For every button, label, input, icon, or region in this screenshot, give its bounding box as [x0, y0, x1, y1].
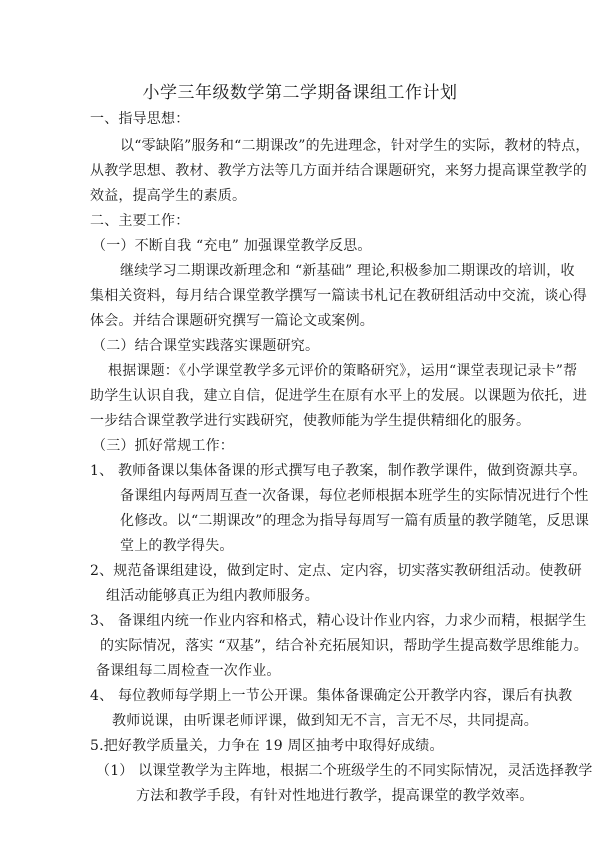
paragraph-line: 助学生认识自我，建立自信，促进学生在原有水平上的发展。以课题为依托，进: [90, 388, 587, 404]
paragraph-line: 集相关资料，每月结合课堂教学撰写一篇读书札记在教研组活动中交流，谈心得: [90, 288, 587, 304]
section-heading-main-work: 二、主要工作：: [90, 213, 190, 229]
list-item: 4、 每位教师每学期上一节公开课。集体备课确定公开教学内容，课后有执教: [90, 688, 573, 704]
subsection-heading: （二）结合课堂实践落实课题研究。: [92, 338, 320, 354]
list-item-line: 备课组每二周检查一次作业。: [96, 663, 281, 679]
paragraph-line: 效益，提高学生的素质。: [90, 188, 247, 204]
list-item: 2、规范备课组建设，做到定时、定点、定内容，切实落实教研组活动。使教研: [90, 563, 582, 579]
paragraph-line: 继续学习二期课改新理念和 “新基础” 理论,积极参加二期课改的培训，收: [120, 263, 575, 279]
section-heading-guiding-ideology: 一、指导思想：: [90, 111, 190, 127]
paragraph-line: 体会。并结合课题研究撰写一篇论文或案例。: [90, 313, 374, 329]
list-item: 3、 备课组内统一作业内容和格式，精心设计作业内容，力求少而精，根据学生: [90, 613, 587, 629]
list-item-line: 堂上的教学得失。: [120, 538, 234, 554]
list-item-line: 化修改。以“二期课改”的理念为指导每周写一篇有质量的教学随笔，反思课: [120, 513, 590, 529]
paragraph-line: 根据课题：《小学课堂教学多元评价的策略研究》，运用“课堂表现记录卡”帮: [108, 363, 578, 379]
sub-list-item-line: 方法和教学手段，有针对性地进行教学，提高课堂的教学效率。: [136, 788, 534, 804]
paragraph-line: 从教学思想、教材、教学方法等几方面并结合课题研究，来努力提高课堂教学的: [90, 163, 587, 179]
subsection-heading: （三）抓好常规工作：: [92, 438, 234, 454]
list-item-line: 组活动能够真正为组内教师服务。: [106, 588, 319, 604]
sub-list-item: （1） 以课堂教学为主阵地，根据二个班级学生的不同实际情况，灵活选择教学: [96, 763, 593, 779]
paragraph-line: 一步结合课堂教学进行实践研究，使教师能为学生提供精细化的服务。: [90, 413, 531, 429]
list-item-line: 教师说课，由听课老师评课，做到知无不言，言无不尽，共同提高。: [112, 713, 538, 729]
paragraph-line: 以“零缺陷”服务和“二期课改”的先进理念，针对学生的实际，教材的特点，: [120, 138, 590, 154]
list-item-line: 备课组内每两周互查一次备课，每位老师根据本班学生的实际情况进行个性: [120, 488, 589, 504]
list-item: 1、 教师备课以集体备课的形式撰写电子教案，制作教学课件，做到资源共享。: [90, 463, 587, 479]
subsection-heading: （一）不断自我 “充电” 加强课堂教学反思。: [92, 238, 372, 254]
list-item-line: 的实际情况，落实 “双基”，结合补充拓展知识，帮助学生提高数学思维能力。: [100, 638, 588, 654]
document-title: 小学三年级数学第二学期备课组工作计划: [142, 83, 458, 103]
list-item: 5.把好教学质量关，力争在 19 周区抽考中取得好成绩。: [90, 738, 444, 754]
